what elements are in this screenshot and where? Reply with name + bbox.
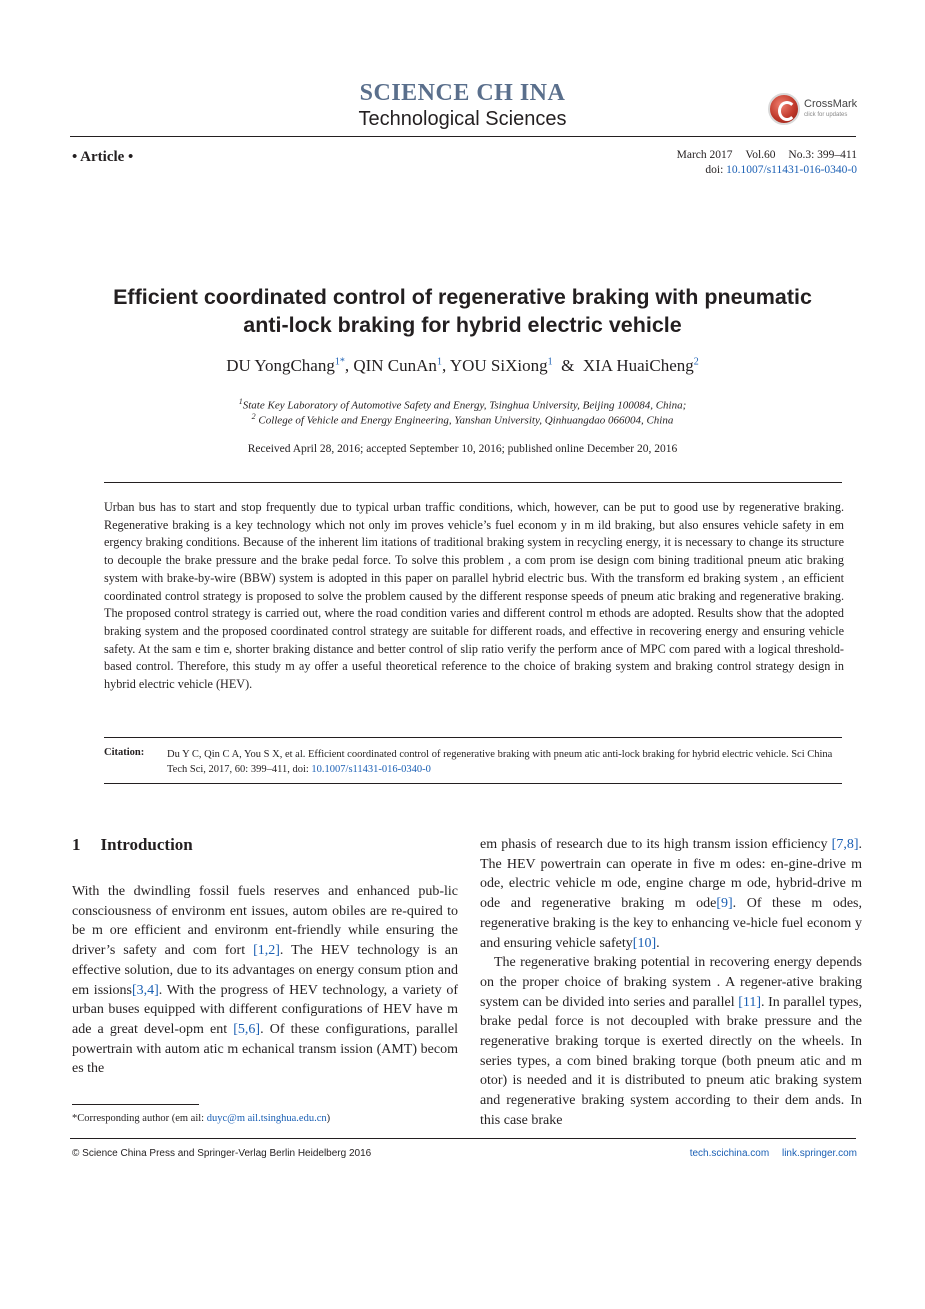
header-rule	[70, 136, 856, 137]
text-run: . The HEV powertrain can operate in five m odes: en-gine-drive m ode, electric vehicle m ode, engine charge m ode, hybrid-drive m ode and regenerative braking m ode	[480, 837, 862, 912]
section-title: Introduction	[100, 835, 193, 854]
journal-name: SCIENCE CH INA	[359, 80, 566, 106]
reference-link[interactable]: [9]	[716, 896, 733, 912]
reference-link[interactable]: [5,6]	[233, 1021, 261, 1037]
citation-label: Citation:	[104, 747, 145, 758]
reference-link[interactable]: [1,2]	[253, 943, 280, 959]
footnote-text: *Corresponding author (em ail:	[72, 1113, 207, 1124]
scichina-link[interactable]: tech.scichina.com	[689, 1148, 770, 1159]
author-separator: ,	[344, 356, 354, 375]
footer-links	[690, 1148, 857, 1159]
text-run: . In parallel types, brake pedal force is not decoupled with brake pressure and the regenerative braking torque is exerted directly on the wheels. In series types, a com bined braking torque (both pneum atic and m otor) is needed and it is distributed to pneum atic braking system and regenerative braking system according to their dem ands. In this case brake	[480, 994, 862, 1128]
affiliation-1	[0, 397, 925, 412]
footnote-rule	[72, 1104, 199, 1105]
text-run: The regenerative braking potential in recovering energy depends on the proper choice of braking system . A regener-ative braking system can be divided into series and parallel	[480, 955, 862, 1010]
section-number: 1	[72, 835, 81, 854]
doi-line	[705, 164, 857, 176]
citation-doi-link[interactable]: 10.1007/s11431-016-0340-0	[311, 764, 431, 775]
paragraph	[480, 953, 862, 1130]
text-run: With the dwindling fossil fuels reserves and enhanced pub-lic consciousness of environm ent issues, autom obiles are re-quired to be m ore efficient and environm ent-friendly while ensuring the driver’s safety and com fort	[72, 884, 458, 959]
issue-info	[667, 149, 857, 161]
crossmark-label[interactable]	[804, 99, 857, 120]
issue-number: No.3: 399–411	[788, 149, 857, 161]
author-separator: &	[552, 356, 583, 375]
affiliation-text: College of Vehicle and Energy Engineering, Yanshan University, Qinhuangdao 066004, China	[258, 414, 674, 427]
affiliation-2	[0, 412, 925, 427]
text-run: .	[656, 935, 660, 951]
crossmark-badge[interactable]	[768, 92, 868, 126]
paper-title: Efficient coordinated control of regenerative braking with pneumatic anti-lock braking for hybrid electric vehicle	[113, 285, 812, 337]
paragraph	[72, 882, 458, 1079]
text-run: . The HEV technology is an effective solution, due to its advantages on energy consum ption and em issions	[72, 943, 458, 998]
author-name: XIA HuaiCheng	[582, 356, 694, 375]
citation-text	[167, 747, 845, 777]
reference-link[interactable]: [10]	[632, 935, 657, 951]
author-name: QIN CunAn	[353, 356, 437, 375]
abstract-text: Urban bus has to start and stop frequently due to typical urban traffic conditions, which, however, can be put to good use by regenerative braking. Regenerative braking is a key technology which not only im proves vehicle’s fuel econom y in m ild braking, but also ensures vehicle safety in em ergency braking conditions. Because of the inherent lim itations of traditional braking system in recycling energy, it is necessary to change its structure to decouple the brake pressure and the brake pedal force. To solve this problem , a com prom ise design com bining traditional pneum atic braking system with brake-by-wire (BBW) system is adopted in this paper on parallel hybrid electric bus. With the transform ed braking system , an efficient coordinated control strategy is proposed to solve the problem caused by the different response speeds of pneum atic braking and regenerative braking. The proposed control strategy is carried out, where the road condition varies and different control m ethods are adopted. Results show that the adopted braking system and the proposed coordinated control strategy are suitable for different roads, and effective in recovering energy and ensuring vehicle safety. At the sam e tim e, shorter braking distance and better control of slip ratio verify the perform ance of MPC com pared with a logical threshold-based control. Therefore, this study m ay offer a useful theoretical reference to the choice of braking system and braking control strategy design in hybrid electric vehicle (HEV).	[104, 500, 844, 692]
author-affil-link[interactable]: 2	[693, 356, 699, 368]
springer-link[interactable]: link.springer.com	[781, 1148, 857, 1159]
section-heading	[72, 835, 193, 855]
email-link[interactable]: duyc@m ail.tsinghua.edu.cn	[206, 1113, 327, 1124]
author-separator: ,	[441, 356, 450, 375]
affiliation-text: State Key Laboratory of Automotive Safety and Energy, Tsinghua University, Beijing 100084, China;	[242, 399, 687, 412]
crossmark-title: CrossMark	[804, 97, 858, 110]
affiliation-marker: 2	[251, 412, 256, 421]
author-affil-link[interactable]: 1	[547, 356, 553, 368]
citation-bottom-rule	[104, 783, 842, 784]
received-dates: Received April 28, 2016; accepted September 10, 2016; published online December 20, 2016	[247, 443, 678, 455]
paragraph	[480, 835, 862, 953]
reference-link[interactable]: [3,4]	[131, 982, 159, 998]
abstract-top-rule	[104, 482, 842, 483]
text-run: . Of these configurations, parallel powertrain with autom atic m echanical transm ission (AMT) becom es the	[72, 1021, 459, 1077]
crossmark-subtitle: click for updates	[804, 111, 848, 118]
issue-volume: Vol.60	[745, 149, 776, 161]
body-left-column	[72, 882, 458, 1079]
corresponding-author-note	[72, 1113, 330, 1124]
footnote-close: )	[326, 1113, 331, 1124]
doi-label: doi:	[705, 164, 724, 176]
doi-link[interactable]: 10.1007/s11431-016-0340-0	[726, 164, 857, 176]
citation-body: Du Y C, Qin C A, You S X, et al. Efficient coordinated control of regenerative braking with pneum atic anti-lock braking for hybrid electric vehicle. Sci China Tech Sci, 2017, 60: 399–411, doi:	[167, 749, 833, 775]
author-list	[0, 356, 925, 376]
affiliation-marker: 1	[238, 397, 243, 406]
author-affil-link[interactable]: 1*	[334, 356, 345, 368]
issue-date: March 2017	[676, 149, 733, 161]
author-affil-link[interactable]: 1	[436, 356, 442, 368]
author-name: YOU SiXiong	[449, 356, 548, 375]
citation-top-rule	[104, 737, 842, 738]
body-right-column	[480, 835, 862, 1131]
author-name: DU YongChang	[226, 356, 335, 375]
text-run: em phasis of research due to its high transm ission efficiency	[480, 837, 832, 852]
crossmark-icon[interactable]	[768, 93, 800, 125]
copyright-notice: © Science China Press and Springer-Verlag Berlin Heidelberg 2016	[72, 1148, 372, 1159]
article-type-tag: • Article •	[72, 149, 134, 165]
text-run: . With the progress of HEV technology, a variety of urban buses equipped with different configurations of HEV have m ade a great devel-opm ent	[72, 982, 458, 1037]
reference-link[interactable]: [7,8]	[831, 837, 859, 852]
journal-subtitle: Technological Sciences	[358, 108, 567, 130]
reference-link[interactable]: [11]	[738, 994, 761, 1010]
footer-rule	[70, 1138, 856, 1139]
text-run: . Of these m odes, regenerative braking is the key to enhancing ve-hicle fuel econom y and ensuring vehicle safety	[480, 896, 862, 951]
